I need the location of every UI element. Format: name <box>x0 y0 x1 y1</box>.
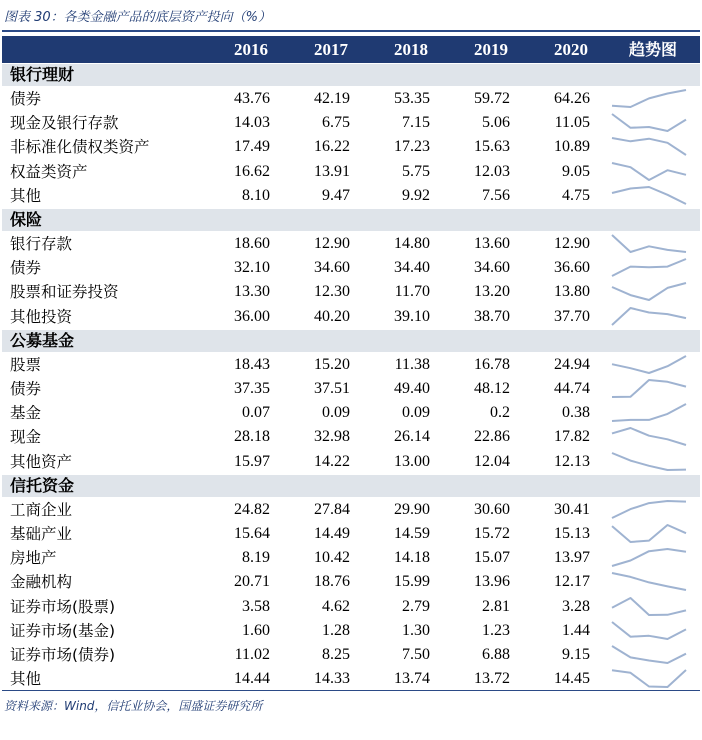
value-cell-2018: 14.80 <box>394 235 430 252</box>
value-cell-2018: 53.35 <box>394 90 430 107</box>
section-header <box>2 209 700 231</box>
row-label: 证券市场(基金) <box>10 621 116 640</box>
value-cell-2018: 17.23 <box>394 138 430 156</box>
sparkline-path <box>612 163 686 180</box>
value-cell-2020: 9.05 <box>562 162 590 180</box>
sparkline-path <box>612 259 686 276</box>
value-cell-2017: 4.62 <box>322 597 350 615</box>
trend-sparkline <box>610 160 688 184</box>
value-cell-2018: 13.00 <box>394 452 430 470</box>
value-cell-2016: 18.43 <box>234 355 270 373</box>
value-cell-2019: 13.20 <box>474 283 510 301</box>
value-cell-2017: 27.84 <box>314 500 350 518</box>
value-cell-2017: 1.28 <box>322 621 350 639</box>
value-cell-2019: 48.12 <box>474 380 510 397</box>
value-cell-2020: 10.89 <box>554 138 590 156</box>
year-header-2017: 2017 <box>314 40 348 59</box>
value-cell-2019: 0.2 <box>490 404 510 422</box>
value-cell-2017: 14.49 <box>314 525 350 542</box>
trend-sparkline <box>610 619 688 643</box>
row-label: 权益类资产 <box>10 162 88 181</box>
value-cell-2016: 15.97 <box>234 452 270 470</box>
row-label: 现金 <box>10 428 42 447</box>
sparkline-path <box>612 356 686 373</box>
value-cell-2020: 44.74 <box>554 380 590 397</box>
trend-sparkline <box>610 425 688 449</box>
table-row <box>2 401 700 425</box>
value-cell-2020: 9.15 <box>562 646 590 663</box>
value-cell-2016: 14.03 <box>234 114 270 132</box>
value-cell-2017: 14.33 <box>314 670 350 688</box>
table-row <box>2 498 700 522</box>
value-cell-2017: 40.20 <box>314 307 350 325</box>
row-label: 基础产业 <box>10 525 73 543</box>
value-cell-2017: 8.25 <box>322 646 350 663</box>
row-label: 基金 <box>10 404 42 423</box>
value-cell-2016: 24.82 <box>234 500 270 518</box>
year-header-2016: 2016 <box>234 40 268 59</box>
trend-sparkline <box>610 111 688 135</box>
value-cell-2016: 15.64 <box>234 525 270 542</box>
row-label: 房地产 <box>10 549 57 568</box>
year-header-2019: 2019 <box>474 40 508 59</box>
row-label: 现金及银行存款 <box>10 114 119 133</box>
source-note: 资料来源：Wind，信托业协会，国盛证券研究所 <box>4 699 263 713</box>
value-cell-2020: 4.75 <box>562 186 590 204</box>
table-row <box>2 305 700 329</box>
value-cell-2017: 37.51 <box>314 380 350 397</box>
sparkline-path <box>612 308 686 325</box>
value-cell-2016: 36.00 <box>234 307 270 325</box>
value-cell-2016: 37.35 <box>234 380 270 397</box>
table-row <box>2 450 700 474</box>
table-row <box>2 595 700 619</box>
trend-sparkline <box>610 401 688 425</box>
value-cell-2016: 28.18 <box>234 428 270 446</box>
value-cell-2017: 32.98 <box>314 428 350 446</box>
row-label: 股票 <box>10 355 42 374</box>
value-cell-2020: 12.13 <box>554 452 590 470</box>
table-header <box>2 36 700 63</box>
sparkline-path <box>612 573 686 590</box>
value-cell-2017: 12.30 <box>314 283 350 301</box>
trend-sparkline <box>610 546 688 570</box>
table-row <box>2 667 700 691</box>
value-cell-2017: 34.60 <box>314 259 350 277</box>
bottom-rule <box>2 690 700 691</box>
table-row <box>2 135 700 159</box>
table-caption: 图表 30：各类金融产品的底层资产投向（%） <box>4 10 272 25</box>
value-cell-2019: 15.72 <box>474 525 510 542</box>
table-row <box>2 522 700 546</box>
trend-sparkline <box>610 450 688 474</box>
value-cell-2018: 34.40 <box>394 259 430 277</box>
trend-sparkline <box>610 498 688 522</box>
section-title: 保险 <box>10 210 43 229</box>
value-cell-2017: 18.76 <box>314 573 350 591</box>
value-cell-2017: 12.90 <box>314 235 350 252</box>
value-cell-2019: 15.07 <box>474 549 510 567</box>
value-cell-2020: 13.80 <box>554 283 590 301</box>
value-cell-2020: 64.26 <box>554 90 590 107</box>
sparkline-path <box>612 453 686 470</box>
row-label: 银行存款 <box>10 235 73 253</box>
value-cell-2019: 5.06 <box>482 114 510 132</box>
section-title: 银行理财 <box>10 65 75 84</box>
row-label: 工商企业 <box>10 500 73 519</box>
sparkline-path <box>612 670 686 687</box>
value-cell-2016: 16.62 <box>234 162 270 180</box>
sparkline-path <box>612 114 686 131</box>
value-cell-2018: 2.79 <box>402 597 430 615</box>
table-row <box>2 353 700 377</box>
value-cell-2020: 1.44 <box>562 621 590 639</box>
sparkline-path <box>612 525 686 542</box>
sparkline-path <box>612 380 686 397</box>
trend-sparkline <box>610 232 688 256</box>
trend-sparkline <box>610 280 688 304</box>
table-row <box>2 425 700 449</box>
value-cell-2016: 20.71 <box>234 573 270 591</box>
table-row <box>2 280 700 304</box>
value-cell-2018: 11.70 <box>394 283 430 301</box>
value-cell-2018: 9.92 <box>402 186 430 204</box>
row-label: 其他资产 <box>10 452 73 471</box>
sparkline-path <box>612 187 686 204</box>
row-label: 股票和证券投资 <box>10 283 119 302</box>
table-row <box>2 184 700 208</box>
value-cell-2018: 26.14 <box>394 428 430 446</box>
row-label: 其他投资 <box>10 307 73 326</box>
row-label: 其他 <box>10 186 42 205</box>
trend-sparkline <box>610 643 688 667</box>
value-cell-2020: 3.28 <box>562 597 590 615</box>
year-header-2018: 2018 <box>394 40 428 59</box>
value-cell-2020: 14.45 <box>554 670 590 688</box>
sparkline-path <box>612 90 686 107</box>
value-cell-2020: 0.38 <box>562 404 590 422</box>
sparkline-path <box>612 549 686 566</box>
table-row <box>2 87 700 111</box>
value-cell-2019: 12.04 <box>474 452 510 470</box>
sparkline-path <box>612 501 686 518</box>
table-row <box>2 546 700 570</box>
value-cell-2016: 11.02 <box>234 646 270 663</box>
trend-sparkline <box>610 377 688 401</box>
value-cell-2019: 15.63 <box>474 138 510 156</box>
value-cell-2019: 2.81 <box>482 597 510 615</box>
trend-sparkline <box>610 667 688 691</box>
value-cell-2017: 16.22 <box>314 138 350 156</box>
value-cell-2017: 0.09 <box>322 404 350 422</box>
section-header <box>2 475 700 497</box>
table-row <box>2 160 700 184</box>
value-cell-2016: 0.07 <box>242 404 270 422</box>
trend-sparkline <box>610 135 688 159</box>
table-row <box>2 232 700 256</box>
value-cell-2019: 13.72 <box>474 670 510 688</box>
table-row <box>2 643 700 667</box>
row-label: 证券市场(债券) <box>10 646 116 664</box>
value-cell-2019: 30.60 <box>474 500 510 518</box>
value-cell-2020: 17.82 <box>554 428 590 446</box>
value-cell-2016: 43.76 <box>234 90 270 107</box>
top-rule <box>2 30 700 32</box>
value-cell-2019: 22.86 <box>474 428 510 446</box>
trend-sparkline <box>610 353 688 377</box>
value-cell-2020: 30.41 <box>554 500 590 518</box>
row-label: 债券 <box>10 90 42 108</box>
value-cell-2016: 8.10 <box>242 186 270 204</box>
trend-sparkline <box>610 256 688 280</box>
value-cell-2018: 14.59 <box>394 525 430 542</box>
value-cell-2018: 29.90 <box>394 500 430 518</box>
trend-sparkline <box>610 87 688 111</box>
sparkline-path <box>612 646 686 663</box>
trend-sparkline <box>610 522 688 546</box>
row-label: 非标准化债权类资产 <box>10 138 150 157</box>
row-label: 证券市场(股票) <box>10 597 116 616</box>
row-label: 债券 <box>10 380 42 398</box>
value-cell-2016: 32.10 <box>234 259 270 277</box>
sparkline-path <box>612 235 686 252</box>
value-cell-2020: 37.70 <box>554 307 590 325</box>
table-row <box>2 256 700 280</box>
value-cell-2017: 13.91 <box>314 162 350 180</box>
value-cell-2019: 7.56 <box>482 186 510 204</box>
table-row <box>2 570 700 594</box>
row-label: 其他 <box>10 670 42 689</box>
value-cell-2020: 11.05 <box>554 114 590 132</box>
value-cell-2019: 16.78 <box>474 355 510 373</box>
value-cell-2016: 13.30 <box>234 283 270 301</box>
value-cell-2019: 59.72 <box>474 90 510 107</box>
value-cell-2018: 39.10 <box>394 307 430 325</box>
value-cell-2018: 11.38 <box>394 355 430 373</box>
trend-header: 趋势图 <box>628 40 677 59</box>
value-cell-2017: 9.47 <box>322 186 350 204</box>
row-label: 金融机构 <box>10 573 73 592</box>
value-cell-2018: 1.30 <box>402 621 430 639</box>
value-cell-2017: 42.19 <box>314 90 350 107</box>
value-cell-2020: 12.17 <box>554 573 590 591</box>
sparkline-path <box>612 598 686 615</box>
value-cell-2018: 5.75 <box>402 162 430 180</box>
value-cell-2018: 13.74 <box>394 670 430 688</box>
table-row <box>2 377 700 401</box>
value-cell-2018: 14.18 <box>394 549 430 567</box>
trend-sparkline <box>610 305 688 329</box>
sparkline-path <box>612 283 686 300</box>
value-cell-2018: 7.15 <box>402 114 430 132</box>
value-cell-2016: 17.49 <box>234 138 270 156</box>
value-cell-2019: 6.88 <box>482 646 510 663</box>
value-cell-2019: 13.60 <box>474 235 510 252</box>
section-header <box>2 64 700 86</box>
value-cell-2018: 0.09 <box>402 404 430 422</box>
section-title: 信托资金 <box>10 475 75 495</box>
trend-sparkline <box>610 184 688 208</box>
value-cell-2017: 10.42 <box>314 549 350 567</box>
sparkline-path <box>612 138 686 155</box>
value-cell-2019: 12.03 <box>474 162 510 180</box>
section-title: 公募基金 <box>10 330 75 350</box>
year-header-2020: 2020 <box>554 40 588 59</box>
sparkline-path <box>612 404 686 421</box>
value-cell-2018: 15.99 <box>394 573 430 591</box>
table-row <box>2 619 700 643</box>
sparkline-path <box>612 622 686 639</box>
value-cell-2019: 1.23 <box>482 621 510 639</box>
value-cell-2020: 12.90 <box>554 235 590 252</box>
value-cell-2019: 13.96 <box>474 573 510 591</box>
value-cell-2016: 18.60 <box>234 235 270 252</box>
value-cell-2017: 14.22 <box>314 452 350 470</box>
value-cell-2017: 6.75 <box>322 114 350 132</box>
value-cell-2018: 7.50 <box>402 646 430 663</box>
value-cell-2020: 24.94 <box>554 355 590 373</box>
value-cell-2017: 15.20 <box>314 355 350 373</box>
value-cell-2016: 3.58 <box>242 597 270 615</box>
trend-sparkline <box>610 595 688 619</box>
value-cell-2019: 38.70 <box>474 307 510 325</box>
trend-sparkline <box>610 570 688 594</box>
value-cell-2016: 8.19 <box>242 549 270 567</box>
value-cell-2019: 34.60 <box>474 259 510 277</box>
value-cell-2020: 15.13 <box>554 525 590 542</box>
value-cell-2016: 1.60 <box>242 621 270 639</box>
value-cell-2018: 49.40 <box>394 380 430 397</box>
row-label: 债券 <box>10 259 42 278</box>
value-cell-2016: 14.44 <box>234 670 270 688</box>
table-row <box>2 111 700 135</box>
sparkline-path <box>612 428 686 445</box>
section-header <box>2 330 700 352</box>
value-cell-2020: 13.97 <box>554 549 590 567</box>
value-cell-2020: 36.60 <box>554 259 590 277</box>
